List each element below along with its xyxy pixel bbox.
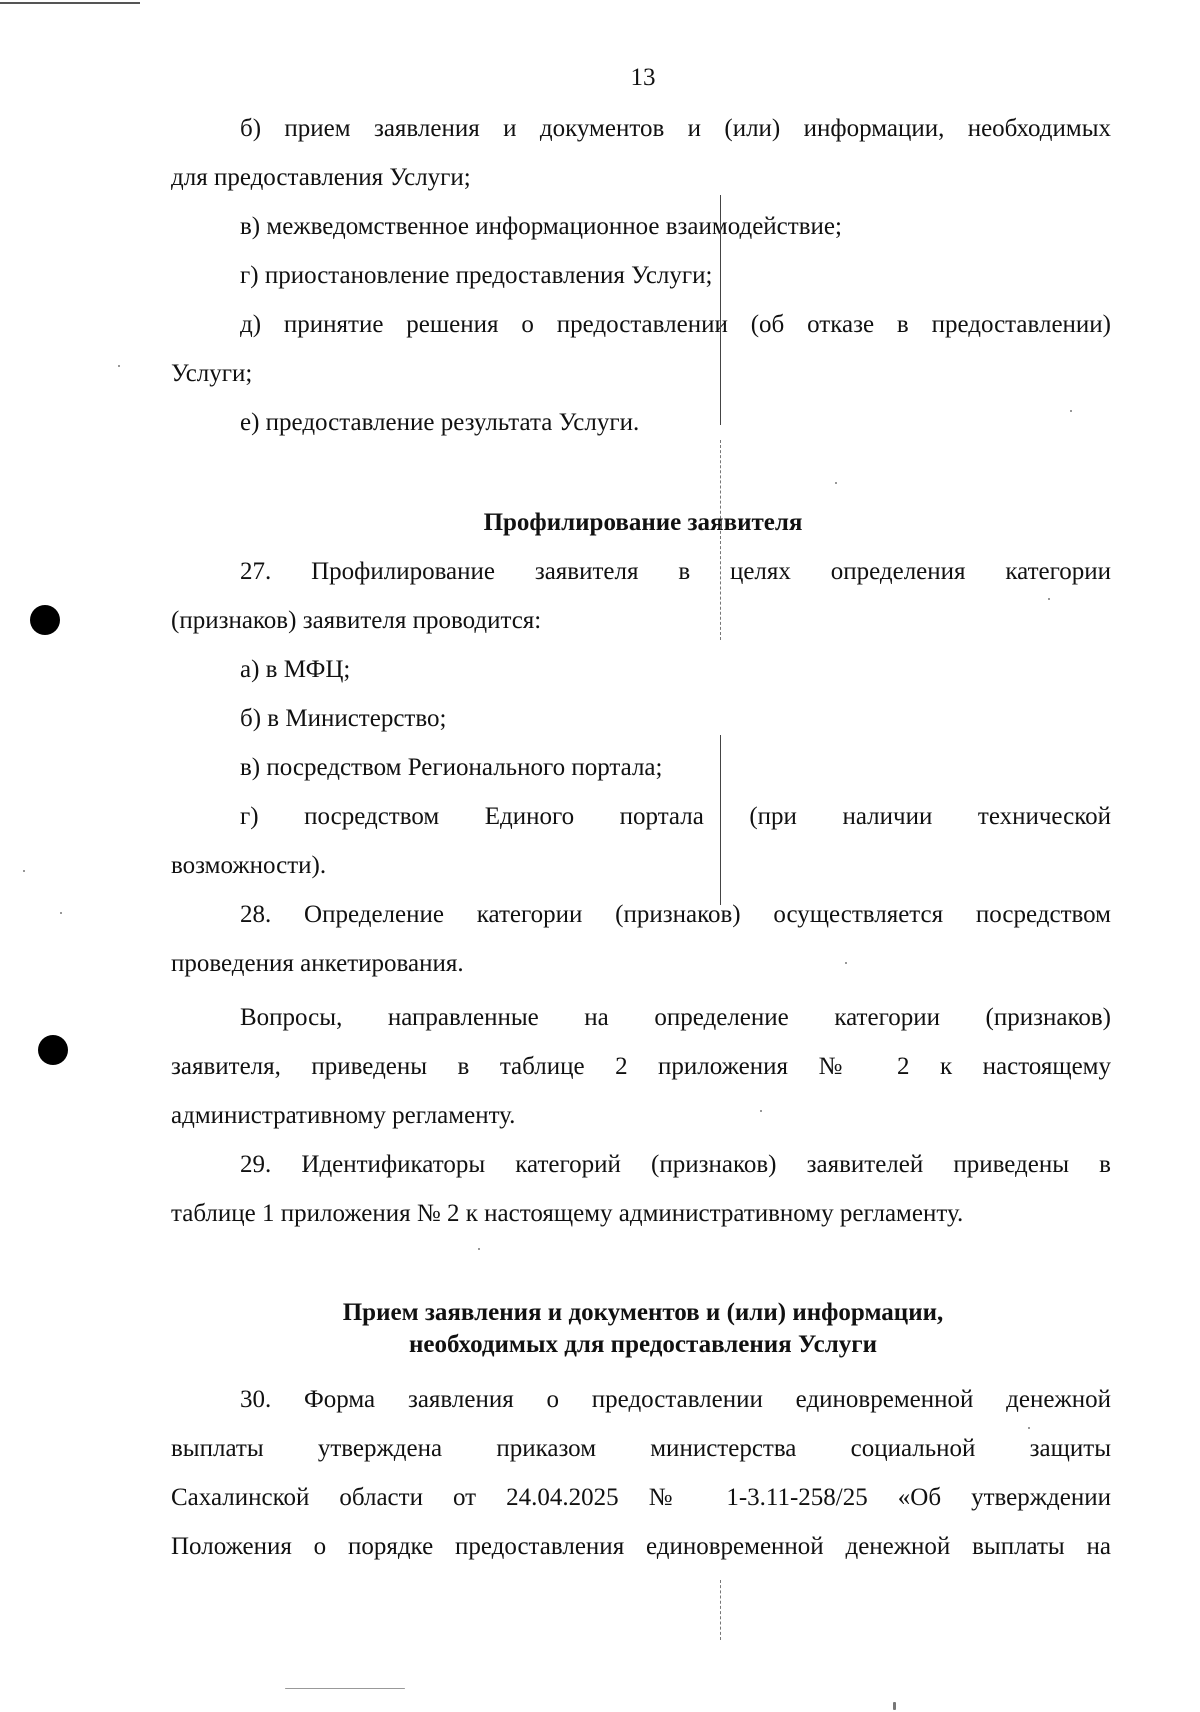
scan-speck: [1070, 410, 1072, 412]
paragraph-line: проведения анкетирования.: [171, 950, 464, 977]
paragraph-line: е) предоставление результата Услуги.: [240, 409, 640, 436]
paragraph-line: Вопросы, направленные на определение категории (признаков): [240, 1004, 1111, 1031]
scan-speck: [1048, 598, 1050, 600]
paragraph-line: для предоставления Услуги;: [171, 164, 471, 191]
paragraph-line: а) в МФЦ;: [240, 656, 351, 683]
scan-fold-line: [720, 440, 721, 640]
scan-speck: [760, 1110, 762, 1112]
page-top-rule: [0, 2, 140, 4]
scan-fold-line: [720, 735, 721, 905]
scan-fold-line: [720, 195, 721, 425]
paragraph-line: заявителя, приведены в таблице 2 приложения № 2 к настоящему: [171, 1053, 1111, 1080]
paragraph-line: Услуги;: [171, 360, 253, 387]
scan-speck: [893, 1702, 896, 1710]
paragraph-line: таблице 1 приложения № 2 к настоящему административному регламенту.: [171, 1200, 964, 1227]
section-heading-application: Прием заявления и документов и (или) информации,: [342, 1299, 944, 1326]
paragraph-line: 29. Идентификаторы категорий (признаков) заявителей приведены в: [240, 1151, 1111, 1178]
punch-hole: [30, 605, 60, 635]
scan-speck: [1028, 1427, 1030, 1429]
paragraph-line: в) посредством Регионального портала;: [240, 754, 663, 781]
scan-speck: [285, 1688, 405, 1689]
scan-speck: [835, 482, 837, 484]
scan-fold-line: [720, 1580, 721, 1640]
scan-speck: [23, 870, 25, 872]
paragraph-line: 30. Форма заявления о предоставлении единовременной денежной: [240, 1386, 1111, 1413]
paragraph-line: г) посредством Единого портала (при наличии технической: [240, 803, 1111, 830]
paragraph-line: д) принятие решения о предоставлении (об отказе в предоставлении): [240, 311, 1111, 338]
section-heading-profiling: Профилирование заявителя: [483, 509, 803, 536]
paragraph-line: б) в Министерство;: [240, 705, 447, 732]
paragraph-line: Положения о порядке предоставления единовременной денежной выплаты на: [171, 1533, 1111, 1560]
scan-speck: [845, 962, 847, 964]
paragraph-line: 28. Определение категории (признаков) осуществляется посредством: [240, 901, 1111, 928]
scan-speck: [118, 365, 120, 367]
paragraph-line: Сахалинской области от 24.04.2025 № 1-3.11-258/25 «Об утверждении: [171, 1484, 1111, 1511]
page-number: 13: [630, 64, 656, 91]
paragraph-line: (признаков) заявителя проводится:: [171, 607, 542, 634]
paragraph-line: возможности).: [171, 852, 327, 879]
paragraph-line: в) межведомственное информационное взаимодействие;: [240, 213, 842, 240]
scan-speck: [60, 912, 62, 914]
section-heading-application: необходимых для предоставления Услуги: [409, 1331, 877, 1358]
paragraph-line: 27. Профилирование заявителя в целях определения категории: [240, 558, 1111, 585]
paragraph-line: г) приостановление предоставления Услуги;: [240, 262, 713, 289]
scan-speck: [478, 1248, 480, 1250]
paragraph-line: административному регламенту.: [171, 1102, 516, 1129]
paragraph-line: б) прием заявления и документов и (или) информации, необходимых: [240, 115, 1111, 142]
paragraph-line: выплаты утверждена приказом министерства социальной защиты: [171, 1435, 1111, 1462]
punch-hole: [38, 1035, 68, 1065]
